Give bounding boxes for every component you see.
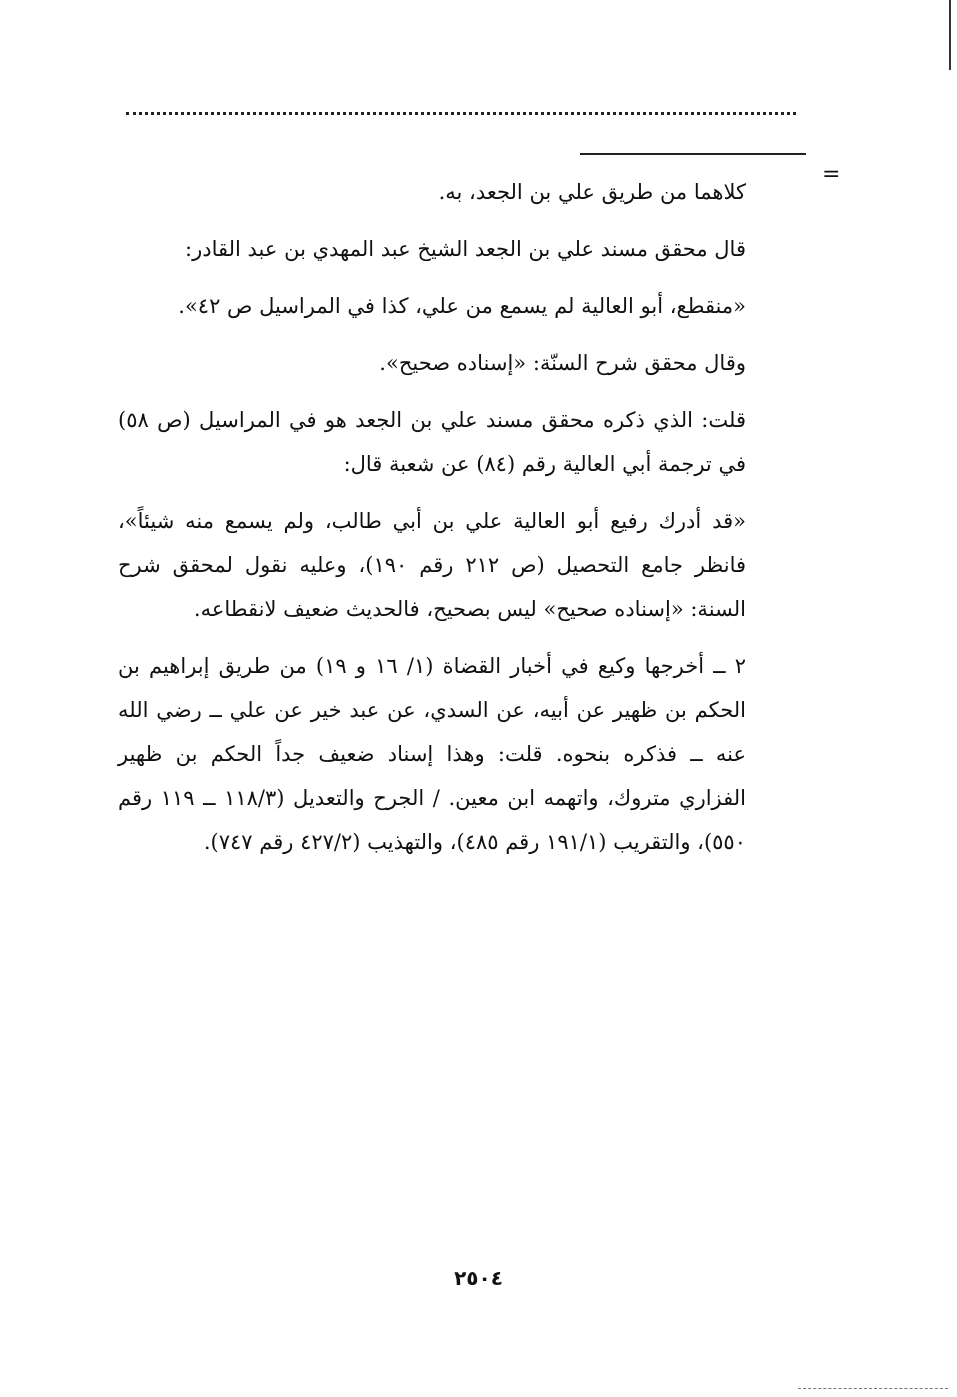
footnote-paragraph: «منقطع، أبو العالية لم يسمع من علي، كذا في المراسيل ص ٤٢».: [178, 294, 746, 318]
footnote-paragraph: قال محقق مسند علي بن الجعد الشيخ عبد المهدي بن عبد القادر:: [185, 237, 746, 261]
continuation-mark: =: [822, 162, 841, 187]
footnote-paragraph: قلت: الذي ذكره محقق مسند علي بن الجعد هو في المراسيل (ص ٥٨) في ترجمة أبي العالية رقم (٨٤) عن شعبة قال:: [118, 408, 746, 476]
footnote-separator: [580, 153, 806, 155]
page-edge-line: [949, 0, 951, 70]
footnote-paragraph: وقال محقق شرح السنّة: «إسناده صحيح».: [379, 351, 746, 375]
footnote-paragraph: «قد أدرك رفيع أبو العالية علي بن أبي طالب، ولم يسمع منه شيئاً»، فانظر جامع التحصيل (ص ٢١٢ رقم ١٩٠)، وعليه نقول لمحقق شرح السنة: «إسناده صحيح» ليس بصحيح، فالحديث ضعيف لانقطاعه.: [118, 509, 747, 621]
dotted-rule: [126, 112, 796, 115]
page-number: ٢٥٠٤: [454, 1266, 503, 1290]
footnote-paragraph: كلاهما من طريق علي بن الجعد، به.: [438, 180, 746, 204]
footnotes-block: [118, 170, 746, 877]
footnote-paragraph: ٢ ــ أخرجها وكيع في أخبار القضاة (١/ ١٦ و ١٩) من طريق إبراهيم بن الحكم بن ظهير عن أبيه، عن السدي، عن عبد خير عن علي ــ رضي الله عنه ــ فذكره بنحوه. قلت: وهذا إسناد ضعيف جداً الحكم بن ظهير الفزاري متروك، واتهمه ابن معين. / الجرح والتعديل (١١٨/٣ ــ ١١٩ رقم ٥٥٠)، والتقريب (١٩١/١ رقم ٤٨٥)، والتهذيب (٤٢٧/٢ رقم ٧٤٧).: [118, 654, 746, 854]
bottom-edge-dashes: [798, 1388, 948, 1389]
